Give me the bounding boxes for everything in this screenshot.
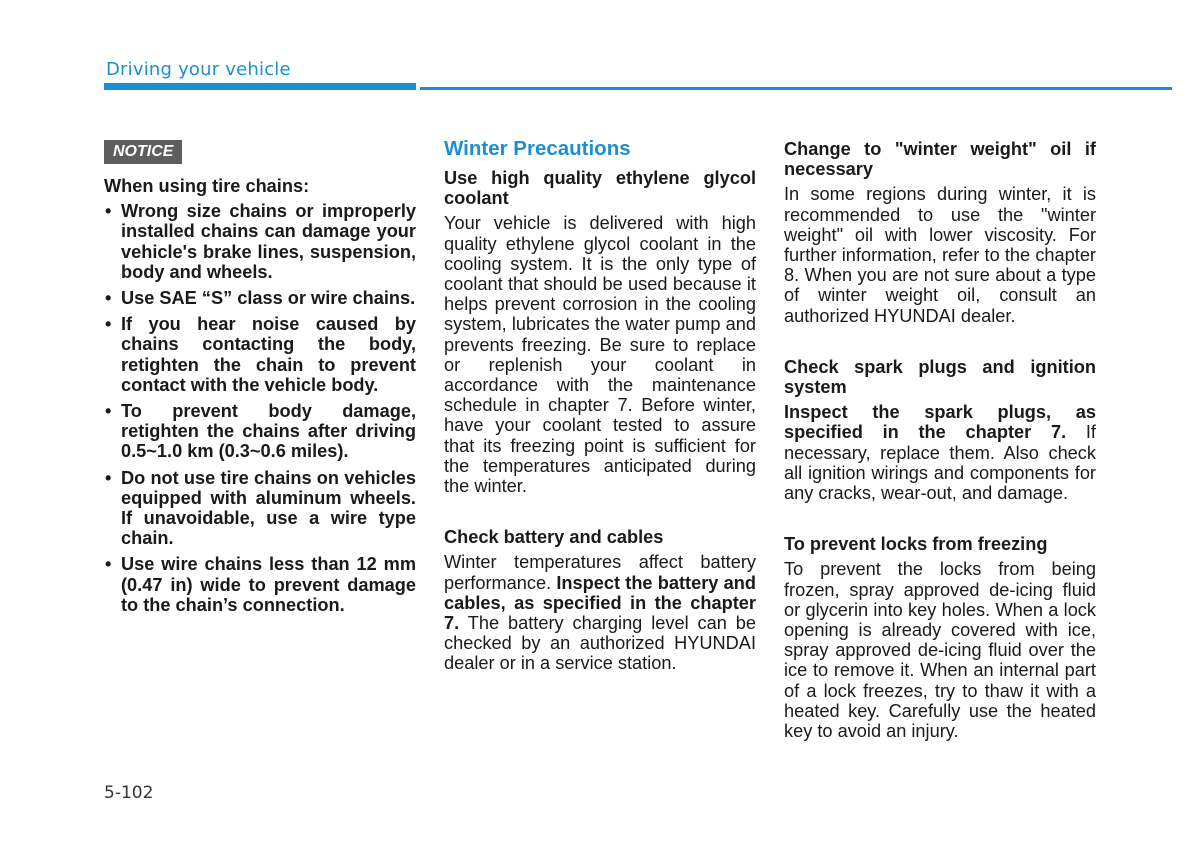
header-rule-thin bbox=[420, 87, 1172, 90]
list-item: • Do not use tire chains on vehicles equipped with aluminum wheels. If unavoidable, use a wire type chain. bbox=[105, 467, 416, 549]
oil-body: In some regions during winter, it is recommended to use the "winter weight" oil with lower viscosity. For further information, refer to the chapter 8. When you are not sure about a type of winter weight oil, consult an authorized HYUNDAI dealer. bbox=[784, 184, 1096, 326]
notice-list bbox=[104, 201, 416, 615]
notice-lead: When using tire chains: bbox=[104, 176, 310, 196]
bullet-icon: • bbox=[105, 201, 112, 222]
locks-heading: To prevent locks from freezing bbox=[784, 534, 1048, 555]
page-number: 5-102 bbox=[104, 783, 154, 803]
list-item: • If you hear noise caused by chains contacting the body, retighten the chain to prevent contact with the vehicle body. bbox=[105, 314, 416, 395]
bullet-icon: • bbox=[105, 554, 112, 575]
bullet-icon: • bbox=[105, 467, 112, 488]
spark-body: Inspect the spark plugs, as specified in the chapter 7. If necessary, replace them. Also check all ignition wirings and components for any cracks, wear-out, and damage. bbox=[784, 402, 1096, 504]
battery-heading: Check battery and cables bbox=[444, 527, 664, 548]
bullet-icon: • bbox=[105, 314, 112, 335]
list-item: • Use wire chains less than 12 mm (0.47 in) wide to prevent damage to the chain’s connection. bbox=[105, 554, 416, 615]
list-item: • Use SAE “S” class or wire chains. bbox=[105, 288, 416, 309]
notice-column bbox=[104, 140, 416, 621]
maintenance-column bbox=[784, 139, 1096, 741]
spark-heading: Check spark plugs and ignition system bbox=[784, 356, 1096, 398]
oil-heading: Change to "winter weight" oil if necessary bbox=[784, 139, 1096, 180]
coolant-body: Your vehicle is delivered with high quality ethylene glycol coolant in the cooling system. It is the only type of coolant that should be used because it helps prevent corrosion in the cooling system, lubricates the water pump and prevents freezing. Be sure to replace or replenish your coolant in accordance with the maintenance schedule in chapter 7. Before winter, have your coolant tested to assure that its freezing point is sufficient for the temperatures anticipated during the winter. bbox=[444, 213, 756, 497]
list-item: • Wrong size chains or improperly installed chains can damage your vehicle's brake lines, suspension, body and wheels. bbox=[105, 201, 416, 282]
list-item: • To prevent body damage, retighten the chains after driving 0.5~1.0 km (0.3~0.6 miles). bbox=[105, 401, 416, 462]
header-rule-thick bbox=[104, 83, 416, 90]
page-title: Winter Precautions bbox=[444, 137, 631, 160]
bullet-icon: • bbox=[105, 401, 112, 422]
winter-column bbox=[444, 137, 756, 674]
section-header-title: Driving your vehicle bbox=[106, 59, 291, 80]
notice-badge: NOTICE bbox=[104, 140, 182, 164]
coolant-heading: Use high quality ethylene glycol coolant bbox=[444, 168, 756, 209]
locks-body: To prevent the locks from being frozen, spray approved de-icing fluid or glycerin into key holes. When a lock opening is already covered with ice, spray approved de-icing fluid over the ice to remove it. When an internal part of a lock freezes, try to thaw it with a heated key. Carefully use the heated key to avoid an injury. bbox=[784, 559, 1096, 742]
bullet-icon: • bbox=[105, 288, 112, 309]
battery-body: Winter temperatures affect battery performance. Inspect the battery and cables, as specified in the chapter 7. The battery charging level can be checked by an authorized HYUNDAI dealer or in a service station. bbox=[444, 552, 756, 674]
